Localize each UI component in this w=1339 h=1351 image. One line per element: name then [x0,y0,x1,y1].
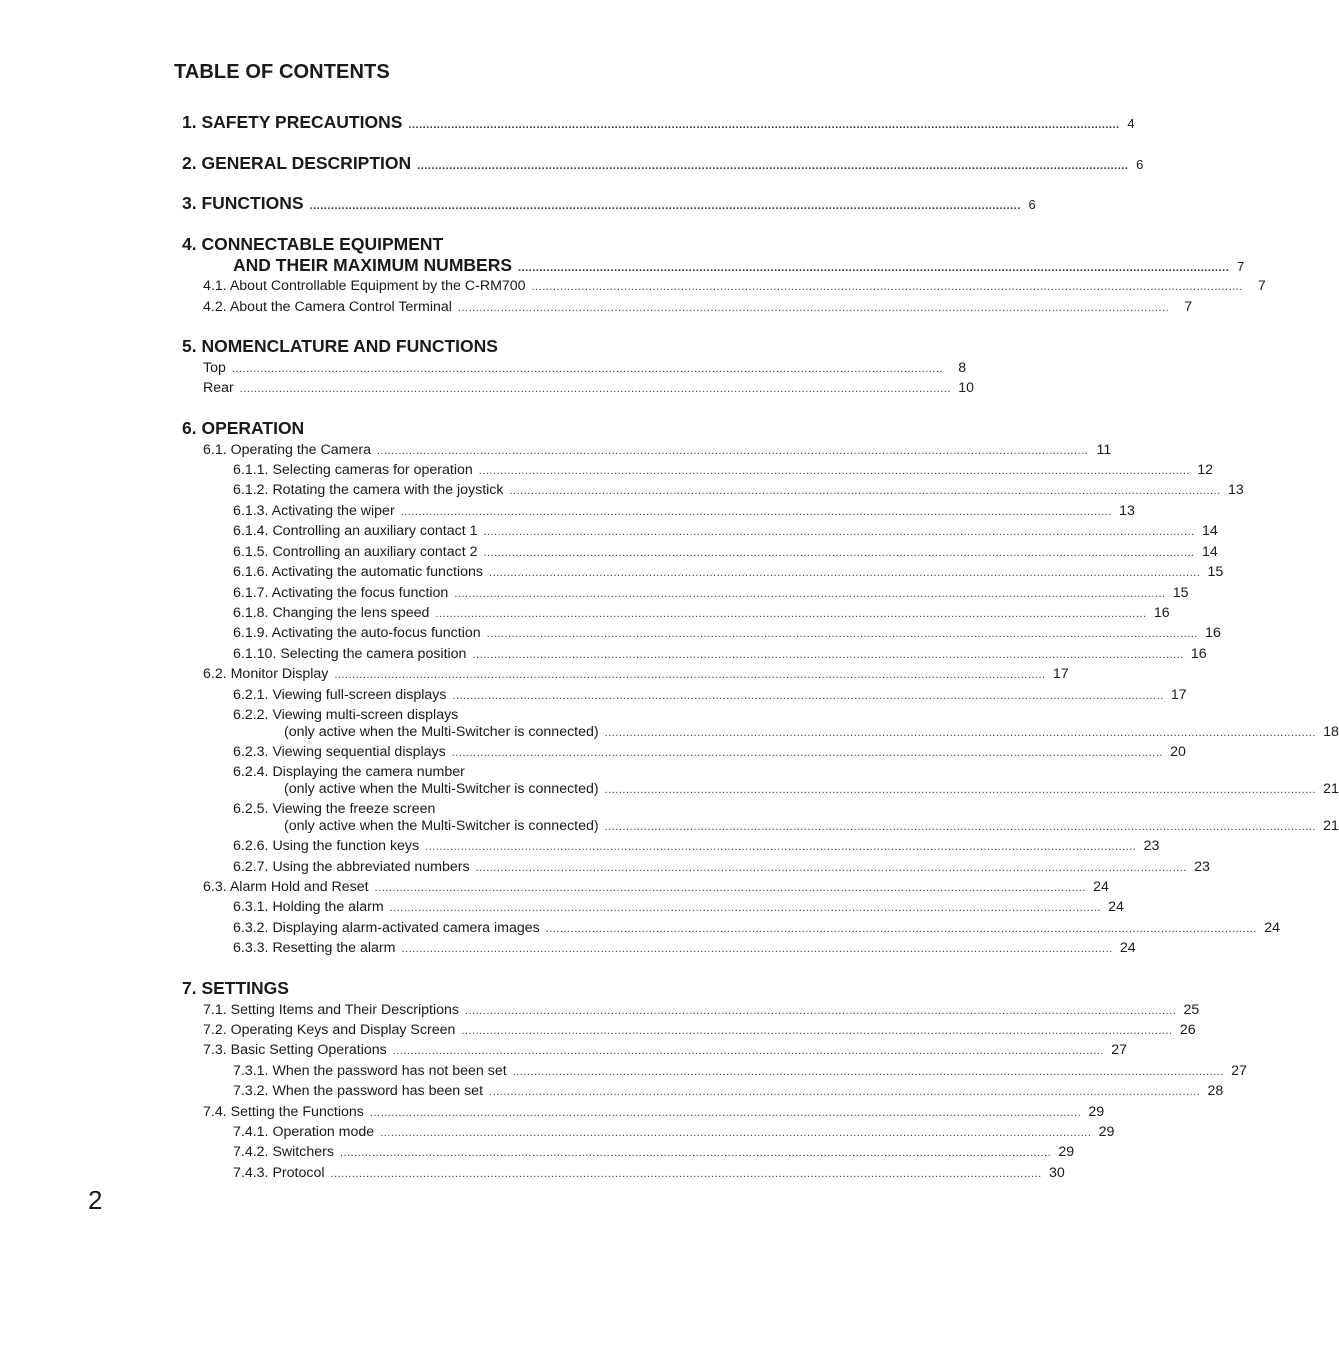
toc-entry-page: 7 [1237,259,1245,274]
toc-entry-page: 21 [1323,818,1339,834]
toc-entry-page: 7 [1184,299,1193,315]
leader-dots: ........................................................................................................................................................................................................ [451,747,1163,759]
toc-entry-label: 6.1. Operating the Camera [203,442,371,458]
toc-entry-6-2-3[interactable] [233,744,1186,760]
toc-entry-6-3-1[interactable] [233,899,1124,915]
toc-entry-4-2[interactable] [203,299,1193,315]
toc-entry-top[interactable] [203,360,967,376]
leader-dots: ........................................................................................................................................................................................................ [401,943,1113,955]
leader-dots: ........................................................................................................................................................................................................ [604,727,1316,739]
toc-entry-label: 7.4.1. Operation mode [233,1124,375,1140]
toc-heading-settings: 7. SETTINGS [182,978,289,998]
toc-entry-page: 16 [1190,646,1207,662]
leader-dots: ........................................................................................................................................................................................................ [604,821,1316,833]
toc-entry-label: 6.1.8. Changing the lens speed [233,605,430,621]
leader-dots: ........................................................................................................................................................................................................ [425,841,1137,853]
leader-dots: ........................................................................................................................................................................................................ [483,526,1195,538]
toc-entry-page: 20 [1170,744,1186,760]
leader-dots: ........................................................................................................................................................................................................ [509,485,1221,497]
toc-entry-7-3[interactable] [203,1042,1127,1058]
toc-entry-page: 29 [1088,1104,1105,1120]
toc-entry-6-1-8[interactable] [233,605,1170,621]
leader-dots: ........................................................................................................................................................................................................ [330,1168,1042,1180]
toc-entry-page: 16 [1153,605,1170,621]
leader-dots: ........................................................................................................................................................................................................ [461,1025,1173,1037]
toc-entry-label: 6.1.9. Activating the auto-focus function [233,625,481,641]
toc-entry-page: 21 [1323,781,1339,797]
toc-entry-6-2-4[interactable] [284,781,1339,797]
toc-entry-label: 1. SAFETY PRECAUTIONS [182,112,403,132]
toc-entry-4-1[interactable] [203,278,1266,294]
toc-heading-connectable-equipment: 4. CONNECTABLE EQUIPMENT [182,234,444,254]
toc-entry-label: (only active when the Multi-Switcher is connected) [284,781,599,797]
leader-dots: ........................................................................................................................................................................................................ [472,649,1184,661]
toc-heading-nomenclature: 5. NOMENCLATURE AND FUNCTIONS [182,336,498,356]
toc-entry-label: 7.4.2. Switchers [233,1144,334,1160]
toc-entry-6-1[interactable] [203,442,1112,458]
toc-entry-functions[interactable] [182,193,1036,214]
toc-heading-6-2-4 [233,764,762,780]
leader-dots: ........................................................................................................................................................................................................ [417,160,1129,172]
toc-entry-6-3[interactable] [203,879,1109,895]
leader-dots: ........................................................................................................................................................................................................ [339,1147,1052,1159]
toc-entry-label: 6.1.5. Controlling an auxiliary contact 2 [233,544,478,560]
toc-entry-label: AND THEIR MAXIMUM NUMBERS [233,255,513,275]
toc-entry-label: 6.2.1. Viewing full-screen displays [233,687,447,703]
toc-entry-label: 6.3.1. Holding the alarm [233,899,384,915]
toc-entry-6-1-3[interactable] [233,503,1135,519]
toc-entry-page: 16 [1205,625,1221,641]
toc-entry-label: 6.2.5. Viewing the freeze screen [233,801,436,817]
toc-entry-page: 17 [1052,666,1069,682]
toc-entry-label: 7.4.3. Protocol [233,1165,325,1181]
leader-dots: ........................................................................................................................................................................................................ [512,1066,1224,1078]
toc-entry-page: 27 [1231,1063,1247,1079]
toc-entry-label: 7.2. Operating Keys and Display Screen [203,1022,456,1038]
toc-entry-page: 15 [1207,564,1224,580]
toc-entry-7-4-3[interactable] [233,1165,1065,1181]
toc-entry-page: 23 [1194,859,1210,875]
leader-dots: ........................................................................................................................................................................................................ [518,262,1230,274]
toc-entry-label: 6.3.2. Displaying alarm-activated camera images [233,920,540,936]
toc-entry-label: 7.3. Basic Setting Operations [203,1042,387,1058]
toc-entry-page: 30 [1048,1165,1065,1181]
page-number: 2 [88,1185,103,1215]
toc-heading-6-2-2 [233,707,762,723]
leader-dots: ........................................................................................................................................................................................................ [489,1086,1201,1098]
toc-entry-label: 6.3.3. Resetting the alarm [233,940,396,956]
toc-entry-page: 11 [1096,442,1112,458]
toc-entry-6-3-3[interactable] [233,940,1136,956]
toc-entry-label: 6.2.7. Using the abbreviated numbers [233,859,470,875]
toc-entry-page: 13 [1227,482,1244,498]
toc-entry-label: 6.1.1. Selecting cameras for operation [233,462,473,478]
leader-dots: ........................................................................................................................................................................................................ [389,902,1101,914]
toc-entry-7-3-2[interactable] [233,1083,1224,1099]
toc-entry-6-1-10[interactable] [233,646,1207,662]
toc-entry-7-4[interactable] [203,1104,1105,1120]
toc-entry-6-1-9[interactable] [233,625,1221,641]
toc-entry-page: 4 [1127,116,1135,131]
toc-entry-page: 26 [1179,1022,1196,1038]
toc-entry-7-1[interactable] [203,1002,1200,1018]
leader-dots: ........................................................................................................................................................................................................ [392,1045,1104,1057]
leader-dots: ........................................................................................................................................................................................................ [604,784,1316,796]
toc-entry-label: 7.3.2. When the password has been set [233,1083,484,1099]
toc-entry-label: 6.2. Monitor Display [203,666,329,682]
toc-entry-7-2[interactable] [203,1022,1196,1038]
leader-dots: ........................................................................................................................................................................................................ [374,882,1086,894]
toc-entry-page: 24 [1093,879,1109,895]
toc-entry-page: 12 [1197,462,1213,478]
toc-entry-general-description[interactable] [182,153,1144,174]
toc-entry-page: 15 [1172,585,1189,601]
leader-dots: ........................................................................................................................................................................................................ [465,1005,1177,1017]
toc-entry-label: 6.2.2. Viewing multi-screen displays [233,707,459,723]
toc-entry-page: 7 [1257,278,1266,294]
toc-entry-6-1-7[interactable] [233,585,1189,601]
toc-entry-7-4-2[interactable] [233,1144,1075,1160]
toc-entry-label: 6.1.10. Selecting the camera position [233,646,467,662]
toc-entry-page: 10 [958,380,974,396]
toc-entry-page: 29 [1098,1124,1115,1140]
toc-entry-page: 29 [1058,1144,1075,1160]
toc-entry-page: 28 [1207,1083,1224,1099]
leader-dots: ........................................................................................................................................................................................................ [457,302,1170,314]
toc-entry-6-1-4[interactable] [233,523,1218,539]
toc-entry-label: (only active when the Multi-Switcher is connected) [284,818,599,834]
toc-entry-6-2-5[interactable] [284,818,1339,834]
toc-entry-page: 23 [1143,838,1160,854]
toc-entry-label: (only active when the Multi-Switcher is connected) [284,724,599,740]
toc-entry-page: 27 [1111,1042,1127,1058]
toc-entry-6-3-2[interactable] [233,920,1280,936]
leader-dots: ........................................................................................................................................................................................................ [239,383,951,395]
toc-entry-page: 6 [1028,197,1036,212]
leader-dots: ........................................................................................................................................................................................................ [369,1107,1082,1119]
leader-dots: ........................................................................................................................................................................................................ [531,281,1243,293]
toc-entry-label: 7.4. Setting the Functions [203,1104,364,1120]
toc-heading-operation: 6. OPERATION [182,418,305,438]
toc-entry-label: 6.1.6. Activating the automatic functions [233,564,484,580]
toc-entry-rear[interactable] [203,380,974,396]
toc-entry-label: 4.2. About the Camera Control Terminal [203,299,452,315]
toc-entry-page: 24 [1264,920,1280,936]
leader-dots: ........................................................................................................................................................................................................ [309,200,1021,212]
toc-entry-7-3-1[interactable] [233,1063,1247,1079]
leader-dots: ........................................................................................................................................................................................................ [408,119,1120,131]
leader-dots: ........................................................................................................................................................................................................ [489,567,1201,579]
toc-entry-label: 6.1.4. Controlling an auxiliary contact 1 [233,523,478,539]
toc-entry-6-1-1[interactable] [233,462,1213,478]
toc-entry-label: 2. GENERAL DESCRIPTION [182,153,412,173]
leader-dots: ........................................................................................................................................................................................................ [475,862,1187,874]
toc-entry-6-2-2[interactable] [284,724,1339,740]
toc-entry-maximum-numbers[interactable] [233,255,1245,276]
toc-entry-page: 14 [1201,523,1218,539]
toc-entry-page: 14 [1201,544,1218,560]
toc-entry-label: 6.1.3. Activating the wiper [233,503,395,519]
leader-dots: ........................................................................................................................................................................................................ [545,923,1257,935]
toc-entry-page: 13 [1119,503,1135,519]
toc-entry-label: 4.1. About Controllable Equipment by the C-RM700 [203,278,526,294]
toc-entry-label: Rear [203,380,234,396]
toc-entry-label: 6.1.2. Rotating the camera with the joystick [233,482,504,498]
leader-dots: ........................................................................................................................................................................................................ [435,608,1147,620]
leader-dots: ........................................................................................................................................................................................................ [231,363,944,375]
toc-entry-page: 17 [1170,687,1187,703]
toc-entry-label: 6.3. Alarm Hold and Reset [203,879,369,895]
page-title: TABLE OF CONTENTS [174,61,390,83]
leader-dots: ........................................................................................................................................................................................................ [486,628,1198,640]
toc-entry-6-2-7[interactable] [233,859,1210,875]
toc-entry-page: 8 [958,360,967,376]
toc-entry-page: 25 [1183,1002,1200,1018]
leader-dots: ........................................................................................................................................................................................................ [452,690,1164,702]
toc-heading-6-2-5 [233,801,762,817]
toc-entry-page: 18 [1323,724,1339,740]
toc-entry-6-2-6[interactable] [233,838,1160,854]
toc-entry-page: 24 [1119,940,1136,956]
toc-entry-6-2[interactable] [203,666,1069,682]
leader-dots: ........................................................................................................................................................................................................ [454,588,1166,600]
leader-dots: ........................................................................................................................................................................................................ [334,669,1046,681]
leader-dots: ........................................................................................................................................................................................................ [380,1127,1092,1139]
toc-entry-label: 6.2.3. Viewing sequential displays [233,744,446,760]
toc-entry-6-2-1[interactable] [233,687,1187,703]
toc-entry-7-4-1[interactable] [233,1124,1115,1140]
leader-dots: ........................................................................................................................................................................................................ [478,465,1190,477]
leader-dots: ........................................................................................................................................................................................................ [483,547,1195,559]
toc-entry-6-1-2[interactable] [233,482,1244,498]
toc-entry-label: 7.3.1. When the password has not been set [233,1063,507,1079]
toc-entry-label: 6.2.6. Using the function keys [233,838,420,854]
toc-entry-label: 6.1.7. Activating the focus function [233,585,449,601]
toc-entry-page: 6 [1136,157,1144,172]
leader-dots: ........................................................................................................................................................................................................ [376,445,1089,457]
toc-entry-page: 24 [1108,899,1124,915]
toc-entry-6-1-6[interactable] [233,564,1224,580]
leader-dots: ........................................................................................................................................................................................................ [400,506,1112,518]
toc-entry-label: 3. FUNCTIONS [182,193,304,213]
toc-entry-label: 6.2.4. Displaying the camera number [233,764,465,780]
toc-entry-label: Top [203,360,226,376]
toc-entry-safety-precautions[interactable] [182,112,1135,133]
toc-entry-6-1-5[interactable] [233,544,1218,560]
toc-entry-label: 7.1. Setting Items and Their Descriptions [203,1002,460,1018]
